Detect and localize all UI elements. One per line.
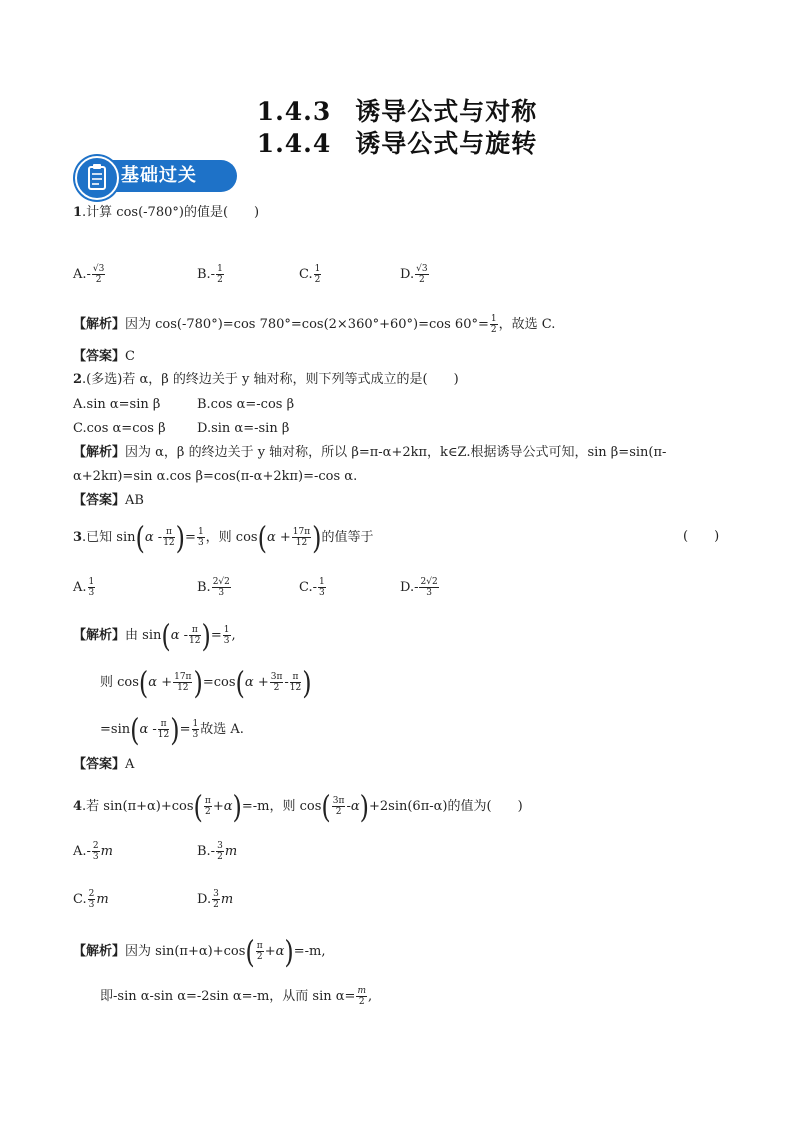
q3-option-b [197,577,232,598]
q3-solution-you: 由 sin [125,628,162,643]
q3-stem-frac1-den: 12 [163,538,175,548]
paren-close: ) [193,664,203,701]
q2-solution-text-1: 因为 α，β 的终边关于 y 轴对称，所以 β=π-α+2kπ，k∈Z.根据诱导公式可知，sin β=sin(π- [125,445,667,460]
q3-option-a [73,577,96,598]
paren-open: ( [130,711,140,748]
paren-open: ( [161,617,171,654]
q3-stem-alpha: α - [144,530,163,545]
q1-c-prefix: C. [299,267,313,282]
q4-stem-frac1-num: π [204,796,211,806]
q4-c-den: 3 [88,900,95,910]
q3-sol2-minus: - [284,675,289,690]
paren-close: ) [284,933,294,970]
q4-stem-plus-alpha: +α [212,799,233,814]
q3-stem-frac3 [292,527,311,548]
q3-a-prefix: A. [73,580,87,595]
q2-answer-value: AB [125,493,144,508]
q4-b-den: 2 [217,852,223,862]
paren-close: ) [232,788,242,825]
q4-a-prefix: A.- [73,844,91,859]
q3-sol2-frac1-num: 17π [174,672,192,682]
q4-b-num: 3 [217,841,223,851]
q1-a-fraction [92,264,105,285]
q3-sol2-alpha: α + [148,675,173,690]
q4-stem-pre: .若 sin(π+α)+cos [82,799,194,814]
q3-sol1-frac2-den: 3 [223,636,230,646]
q1-c-num: 1 [314,264,321,274]
q3-sol2-frac2-num: 3π [270,672,283,682]
q3-answer-tag: 【答案】 [73,757,126,772]
q3-stem-frac1 [163,527,174,548]
q4-sol2-frac-num: m [357,986,366,996]
q3-sol3-frac2-den: 3 [192,730,199,740]
q4-c-m: m [96,892,109,907]
q2-number: 2 [73,372,83,387]
banner-label: 基础过关 [121,165,197,186]
q4-sol1-plus-alpha: +α [264,944,285,959]
q4-option-c [73,889,109,910]
q4-c-fraction [88,889,96,910]
q3-sol1-alpha: α - [170,628,189,643]
q1-c-fraction [314,264,322,285]
q2-stem-text: .(多选)若 α，β 的终边关于 y 轴对称，则下列等式成立的是( ) [82,372,459,387]
q2-answer-tag: 【答案】 [73,493,126,508]
q1-solution-den: 2 [490,325,497,335]
q3-c-den: 3 [319,588,325,598]
q3-sol3-alpha: α - [139,722,157,737]
q1-b-num: 1 [217,264,223,274]
q2-option-b: B.cos α=-cos β [197,397,295,412]
paren-close: ) [359,788,369,825]
q4-d-m: m [220,892,234,907]
q2-solution-line-1 [73,444,666,462]
q1-d-num: √3 [416,264,428,274]
q4-stem-frac1 [204,796,212,817]
q1-option-a [73,264,106,285]
q3-d-fraction [419,577,438,598]
q4-stem-frac2-den: 2 [335,807,342,817]
q4-stem-frac2 [332,796,346,817]
q1-answer-tag: 【答案】 [73,349,126,364]
q3-sol2-frac2-den: 2 [273,683,280,693]
paren-open: ( [321,788,331,825]
paren-open: ( [138,664,149,701]
q1-answer [73,348,135,366]
q3-sol1-frac1 [189,625,200,646]
q3-sol3-frac1-den: 12 [157,730,170,740]
q4-sol1-pre: 因为 sin(π+α)+cos [125,944,246,959]
q1-stem-text: .计算 cos(-780°)的值是( ) [82,205,260,220]
q3-answer-blank: ( ) [683,529,720,544]
q4-b-prefix: B.- [197,844,216,859]
paren-close: ) [302,664,312,701]
q4-sol1-frac-num: π [256,941,263,951]
q3-stem-frac2-den: 3 [197,538,204,548]
q3-solution-line-2 [100,664,312,701]
q3-b-prefix: B. [197,580,211,595]
q3-d-num: 2√2 [420,577,438,587]
q4-a-den: 3 [92,852,99,862]
q3-sol2-alpha2: α + [244,675,269,690]
q1-b-fraction [216,264,224,285]
q3-answer-value: A [125,757,135,772]
q3-b-den: 3 [218,588,225,598]
q1-solution-fraction [490,314,498,335]
q3-sol3-frac2-num: 1 [192,719,199,729]
q3-sol3-frac2 [192,719,200,740]
q4-sol2-text: 即-sin α-sin α=-2sin α=-m，从而 sin α= [100,989,356,1004]
q3-sol2-frac1 [173,672,192,693]
q1-a-num: √3 [92,264,105,274]
section-title-2: 诱导公式与旋转 [355,129,538,158]
q1-d-fraction [415,264,428,285]
q3-c-fraction [318,577,326,598]
q2-option-c: C.cos α=cos β [73,421,166,436]
q3-stem-eq: = [185,530,196,545]
q3-sol2-frac3-num: π [290,672,301,683]
q1-solution-num: 1 [490,314,497,324]
q2-option-d: D.sin α=-sin β [197,421,290,436]
q3-sol3-frac1-num: π [158,719,169,730]
paren-close: ) [201,617,211,654]
q4-stem-frac1-den: 2 [205,807,211,817]
q4-d-num: 3 [213,889,219,899]
q3-solution-line-3 [100,711,244,748]
q1-stem [73,204,259,222]
q1-c-den: 2 [314,275,321,285]
q1-d-den: 2 [418,275,425,285]
q4-c-num: 2 [88,889,95,899]
q4-solution-line-1 [73,933,326,970]
q4-sol1-frac-den: 2 [256,952,263,962]
q4-a-num: 2 [92,841,99,851]
q1-solution-text: 因为 cos(-780°)=cos 780°=cos(2×360°+60°)=cos 60°= [125,317,489,332]
q1-option-c [299,264,322,285]
section-number-2: 1.4.4 [256,129,332,158]
q1-option-d [400,264,430,285]
q3-solution-tag: 【解析】 [73,628,126,643]
q4-d-fraction [212,889,220,910]
q3-b-num: 2√2 [212,577,230,587]
paren-close: ) [170,711,180,748]
q3-stem [73,519,374,556]
paren-open: ( [235,664,245,701]
q4-sol2-frac [356,986,367,1007]
q3-sol3-eq: = [179,722,191,737]
q1-b-prefix: B.- [197,267,216,282]
q4-stem [73,788,523,825]
q1-solution-tag: 【解析】 [73,317,126,332]
q4-option-b [197,841,237,862]
q3-stem-frac3-num: 17π [292,527,311,537]
section-title-1: 诱导公式与对称 [355,97,538,126]
q2-option-a: A.sin α=sin β [73,397,161,412]
q4-sol1-end: =-m, [293,944,326,959]
q4-sol1-frac [256,941,264,962]
q3-sol1-comma: , [231,628,236,643]
q3-sol2-frac3-den: 12 [289,683,302,693]
q3-number: 3 [73,530,83,545]
q4-option-d [197,889,233,910]
q3-d-den: 3 [426,588,432,598]
q4-stem-minus-alpha: -α [346,799,360,814]
q3-stem-mid: ，则 cos [205,530,258,545]
q2-stem [73,371,459,389]
q3-sol2-mid: =cos [202,675,236,690]
q1-answer-value: C [125,349,135,364]
q4-d-den: 2 [213,900,219,910]
q3-stem-alpha2: α + [266,530,291,545]
q3-sol1-frac2 [223,625,231,646]
title-line-2 [0,124,794,160]
section-banner [75,156,237,196]
q3-sol1-frac2-num: 1 [223,625,230,635]
q3-a-num: 1 [88,577,95,587]
q4-number: 4 [73,799,83,814]
q3-stem-end: 的值等于 [321,530,374,545]
q4-sol2-frac-den: 2 [358,997,365,1007]
q4-sol2-end: , [367,989,373,1004]
paren-close: ) [312,519,322,556]
q3-sol1-frac1-num: π [189,625,200,636]
q3-a-den: 3 [88,588,95,598]
q3-sol3-pre: =sin [100,722,131,737]
paren-open: ( [135,519,145,556]
q3-stem-frac2 [197,527,205,548]
paren-close: ) [175,519,186,556]
q3-solution-line-1 [73,617,236,654]
q2-answer [73,492,144,510]
q4-stem-eq: =-m，则 cos [241,799,322,814]
q3-sol2-pre: 则 cos [100,675,139,690]
q3-sol1-frac1-den: 12 [189,636,201,646]
q3-answer [73,756,134,774]
q3-sol2-frac2 [270,672,284,693]
q4-option-a [73,841,113,862]
checklist-icon [75,156,119,200]
q3-d-prefix: D.- [400,580,419,595]
paren-open: ( [193,788,203,825]
q1-b-den: 2 [217,275,223,285]
q4-stem-frac2-num: 3π [332,796,345,806]
q1-number: 1 [73,205,83,220]
q4-solution-tag: 【解析】 [73,944,126,959]
q3-b-fraction [212,577,231,598]
q2-solution-tag: 【解析】 [73,445,126,460]
q2-solution-line-2: α+2kπ)=sin α.cos β=cos(π-α+2kπ)=-cos α. [73,469,358,484]
q3-a-fraction [88,577,96,598]
q1-a-prefix: A.- [73,267,91,282]
q4-b-fraction [216,841,224,862]
q1-solution [73,314,555,335]
q1-a-den: 2 [95,275,102,285]
q3-option-d [400,577,440,598]
q3-stem-pre: .已知 sin [82,530,136,545]
q1-option-b [197,264,225,285]
q4-solution-line-2 [100,986,372,1007]
q3-c-prefix: C.- [299,580,318,595]
q3-sol3-end: 故选 A. [200,722,244,737]
q4-c-prefix: C. [73,892,87,907]
paren-open: ( [257,519,267,556]
q4-a-fraction [92,841,100,862]
q3-sol2-frac3 [290,672,301,693]
q4-d-prefix: D. [197,892,212,907]
q3-stem-frac3-den: 12 [295,538,308,548]
q4-b-m: m [224,844,238,859]
q1-solution-end: ，故选 C. [498,317,556,332]
q4-a-m: m [100,844,113,859]
q3-option-c [299,577,327,598]
q3-stem-frac2-num: 1 [197,527,204,537]
q4-stem-end: +2sin(6π-α)的值为( ) [369,799,523,814]
q3-sol2-frac1-den: 12 [177,683,189,693]
q3-c-num: 1 [319,577,325,587]
q1-d-prefix: D. [400,267,415,282]
paren-open: ( [245,933,255,970]
q3-sol3-frac1 [158,719,169,740]
title-line-1 [0,92,794,128]
q3-stem-frac1-num: π [163,527,174,538]
section-number-1: 1.4.3 [256,97,332,126]
q3-sol1-eq: = [210,628,222,643]
